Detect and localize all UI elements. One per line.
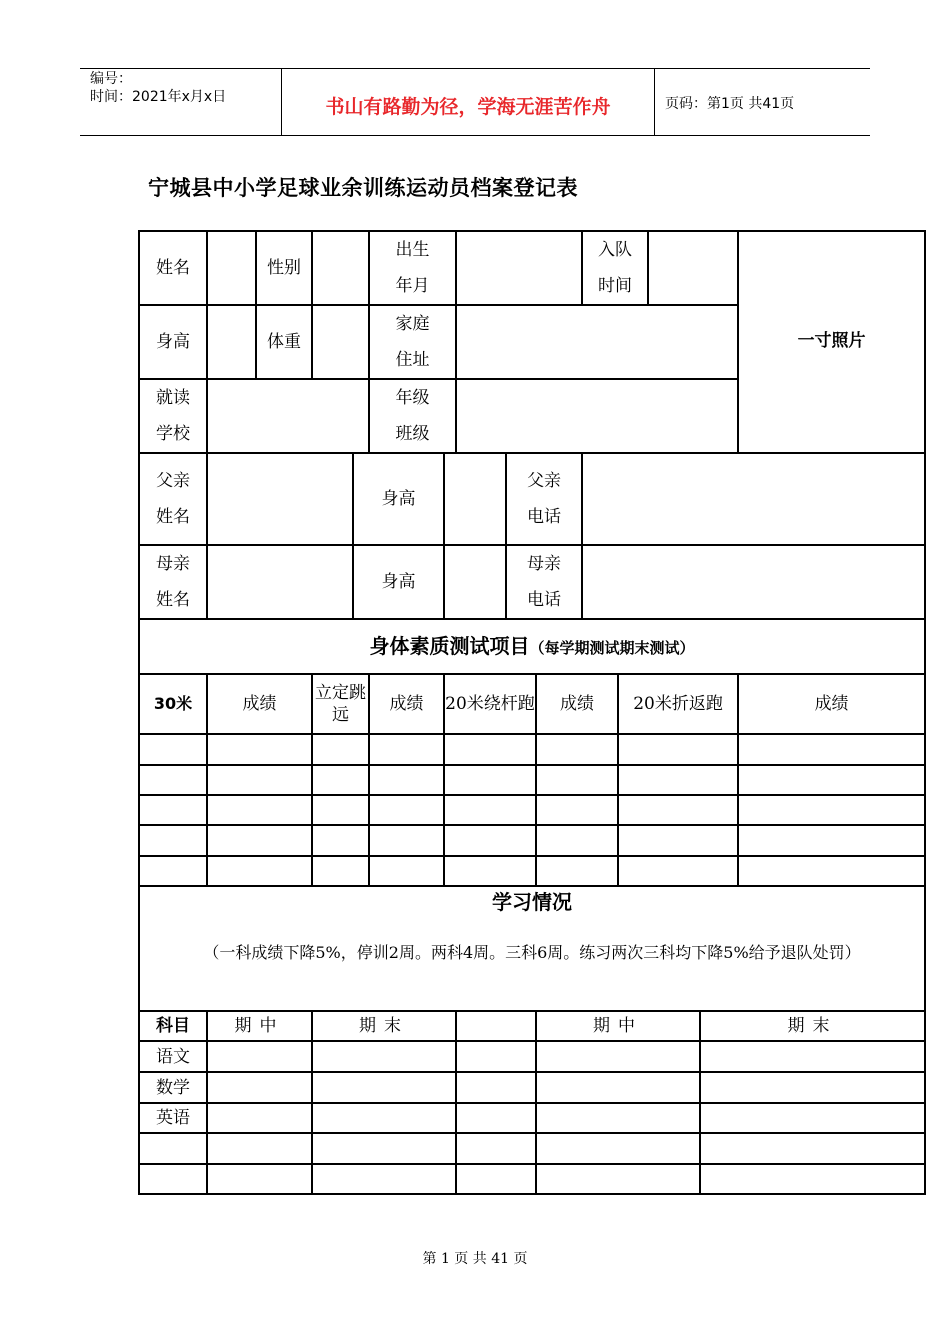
- study-cell[interactable]: [456, 1072, 536, 1103]
- fitness-cell[interactable]: [738, 856, 925, 886]
- study-cell[interactable]: [139, 1133, 207, 1164]
- fitness-cell[interactable]: [139, 856, 207, 886]
- study-header-midterm-1: 期中: [207, 1011, 312, 1041]
- study-cell[interactable]: [456, 1103, 536, 1133]
- label-height: 身高: [139, 305, 207, 379]
- field-gender[interactable]: [312, 231, 369, 305]
- study-title: 学习情况: [492, 890, 573, 914]
- study-row: [139, 1103, 925, 1133]
- study-section-header: [139, 886, 925, 1011]
- page-title: 宁城县中小学足球业余训练运动员档案登记表: [148, 176, 578, 200]
- label-birth: 出生 年月: [369, 231, 456, 305]
- photo-placeholder: 一寸照片: [738, 231, 925, 453]
- study-cell[interactable]: [207, 1133, 312, 1164]
- study-cell[interactable]: [312, 1133, 456, 1164]
- fitness-header-score-2: 成绩: [369, 674, 444, 734]
- field-father-height[interactable]: [444, 453, 506, 545]
- study-cell[interactable]: [536, 1072, 700, 1103]
- fitness-column-headers: [139, 674, 925, 734]
- fitness-header-long-jump: 立定跳远: [312, 674, 369, 734]
- fitness-cell[interactable]: [207, 856, 312, 886]
- study-cell[interactable]: [139, 1164, 207, 1194]
- fitness-cell[interactable]: [618, 765, 738, 795]
- fitness-cell[interactable]: [536, 734, 618, 765]
- fitness-cell[interactable]: [369, 795, 444, 825]
- fitness-cell[interactable]: [444, 856, 536, 886]
- fitness-row: [139, 734, 925, 765]
- label-weight: 体重: [256, 305, 312, 379]
- fitness-cell[interactable]: [738, 734, 925, 765]
- field-join-date[interactable]: [648, 231, 738, 305]
- fitness-cell[interactable]: [444, 825, 536, 856]
- fitness-cell[interactable]: [444, 795, 536, 825]
- fitness-cell[interactable]: [139, 795, 207, 825]
- header-bottom-rule: [80, 135, 870, 136]
- fitness-title: [139, 619, 925, 674]
- document-number-label: 编号：: [90, 71, 132, 87]
- header-meta: [90, 70, 226, 106]
- fitness-cell[interactable]: [207, 734, 312, 765]
- label-mother-name: 母亲 姓名: [139, 545, 207, 619]
- study-row: [139, 1072, 925, 1103]
- study-cell[interactable]: [536, 1133, 700, 1164]
- label-mother-height: 身高: [353, 545, 444, 619]
- fitness-cell[interactable]: [369, 856, 444, 886]
- fitness-cell[interactable]: [738, 795, 925, 825]
- fitness-cell[interactable]: [738, 825, 925, 856]
- form-row-name: [139, 231, 925, 305]
- study-cell[interactable]: [456, 1133, 536, 1164]
- fitness-cell[interactable]: [369, 825, 444, 856]
- registration-form-table: [138, 230, 926, 1195]
- study-cell[interactable]: [536, 1041, 700, 1072]
- header-top-rule: [80, 68, 870, 69]
- label-mother-phone: 母亲 电话: [506, 545, 582, 619]
- study-row: [139, 1164, 925, 1194]
- label-father-height: 身高: [353, 453, 444, 545]
- label-name: 姓名: [139, 231, 207, 305]
- header-divider-right: [654, 68, 655, 136]
- study-title-cell: [139, 886, 925, 1011]
- fitness-cell[interactable]: [536, 765, 618, 795]
- fitness-header-score-1: 成绩: [207, 674, 312, 734]
- study-cell[interactable]: [207, 1164, 312, 1194]
- field-mother-phone[interactable]: [582, 545, 925, 619]
- study-column-headers: [139, 1011, 925, 1041]
- field-grade[interactable]: [456, 379, 738, 453]
- fitness-cell[interactable]: [139, 765, 207, 795]
- study-cell[interactable]: [312, 1072, 456, 1103]
- fitness-cell[interactable]: [444, 765, 536, 795]
- study-header-final-2: 期末: [700, 1011, 925, 1041]
- study-cell[interactable]: [700, 1041, 925, 1072]
- fitness-row: [139, 856, 925, 886]
- fitness-header-pole-run: 20米绕杆跑: [444, 674, 536, 734]
- fitness-cell[interactable]: [618, 825, 738, 856]
- fitness-cell[interactable]: [536, 795, 618, 825]
- field-address[interactable]: [456, 305, 738, 379]
- label-gender: 性别: [256, 231, 312, 305]
- field-birth[interactable]: [456, 231, 582, 305]
- label-father-name: 父亲 姓名: [139, 453, 207, 545]
- fitness-cell[interactable]: [369, 765, 444, 795]
- study-subject-math: 数学: [139, 1072, 207, 1103]
- field-school[interactable]: [207, 379, 369, 453]
- fitness-cell[interactable]: [312, 765, 369, 795]
- fitness-cell[interactable]: [536, 825, 618, 856]
- page-footer: 第 1 页 共 41 页: [422, 1251, 528, 1267]
- study-cell[interactable]: [700, 1103, 925, 1133]
- field-father-phone[interactable]: [582, 453, 925, 545]
- form-row-father: [139, 453, 925, 545]
- fitness-title-text: 身体素质测试项目: [369, 633, 530, 658]
- fitness-header-score-4: 成绩: [738, 674, 925, 734]
- field-weight[interactable]: [312, 305, 369, 379]
- study-header-subject: 科目: [139, 1011, 207, 1041]
- fitness-header-shuttle-run: 20米折返跑: [618, 674, 738, 734]
- label-school: 就读 学校: [139, 379, 207, 453]
- study-cell[interactable]: [536, 1103, 700, 1133]
- study-row: [139, 1041, 925, 1072]
- fitness-cell[interactable]: [312, 734, 369, 765]
- fitness-cell[interactable]: [618, 734, 738, 765]
- study-header-blank: [456, 1011, 536, 1041]
- fitness-cell[interactable]: [618, 795, 738, 825]
- fitness-cell[interactable]: [369, 734, 444, 765]
- study-cell[interactable]: [456, 1164, 536, 1194]
- study-cell[interactable]: [207, 1103, 312, 1133]
- document-date: 时间：2021年x月x日: [90, 89, 227, 105]
- form-row-mother: [139, 545, 925, 619]
- fitness-cell[interactable]: [207, 765, 312, 795]
- fitness-cell[interactable]: [139, 734, 207, 765]
- header-page-info: 页码：第1页 共41页: [665, 96, 795, 112]
- study-subject-chinese: 语文: [139, 1041, 207, 1072]
- fitness-section-header: [139, 619, 925, 674]
- study-cell[interactable]: [207, 1072, 312, 1103]
- study-cell[interactable]: [700, 1072, 925, 1103]
- label-grade: 年级 班级: [369, 379, 456, 453]
- field-mother-height[interactable]: [444, 545, 506, 619]
- field-height[interactable]: [207, 305, 256, 379]
- study-cell[interactable]: [700, 1133, 925, 1164]
- study-cell[interactable]: [312, 1164, 456, 1194]
- label-father-phone: 父亲 电话: [506, 453, 582, 545]
- fitness-cell[interactable]: [536, 856, 618, 886]
- study-cell[interactable]: [536, 1164, 700, 1194]
- fitness-cell[interactable]: [207, 795, 312, 825]
- study-header-midterm-2: 期中: [536, 1011, 700, 1041]
- study-cell[interactable]: [207, 1041, 312, 1072]
- fitness-cell[interactable]: [618, 856, 738, 886]
- label-address: 家庭 住址: [369, 305, 456, 379]
- fitness-cell[interactable]: [312, 795, 369, 825]
- fitness-row: [139, 765, 925, 795]
- fitness-row: [139, 795, 925, 825]
- fitness-row: [139, 825, 925, 856]
- fitness-cell[interactable]: [312, 856, 369, 886]
- fitness-cell[interactable]: [444, 734, 536, 765]
- fitness-cell[interactable]: [139, 825, 207, 856]
- fitness-cell[interactable]: [738, 765, 925, 795]
- study-cell[interactable]: [456, 1041, 536, 1072]
- study-cell[interactable]: [700, 1164, 925, 1194]
- field-name[interactable]: [207, 231, 256, 305]
- study-header-final-1: 期末: [312, 1011, 456, 1041]
- study-note: （一科成绩下降5%，停训2周。两科4周。三科6周。练习两次三科均下降5%给予退队处罚）: [203, 943, 861, 962]
- fitness-cell[interactable]: [207, 825, 312, 856]
- fitness-subtitle: （每学期测试期末测试）: [529, 638, 695, 657]
- study-cell[interactable]: [312, 1103, 456, 1133]
- study-subject-english: 英语: [139, 1103, 207, 1133]
- fitness-cell[interactable]: [312, 825, 369, 856]
- fitness-header-30m: 30米: [139, 674, 207, 734]
- study-cell[interactable]: [312, 1041, 456, 1072]
- study-row: [139, 1133, 925, 1164]
- header-motto: 书山有路勤为径，学海无涯苦作舟: [325, 96, 611, 118]
- fitness-header-score-3: 成绩: [536, 674, 618, 734]
- field-father-name[interactable]: [207, 453, 353, 545]
- field-mother-name[interactable]: [207, 545, 353, 619]
- label-join-date: 入队 时间: [582, 231, 648, 305]
